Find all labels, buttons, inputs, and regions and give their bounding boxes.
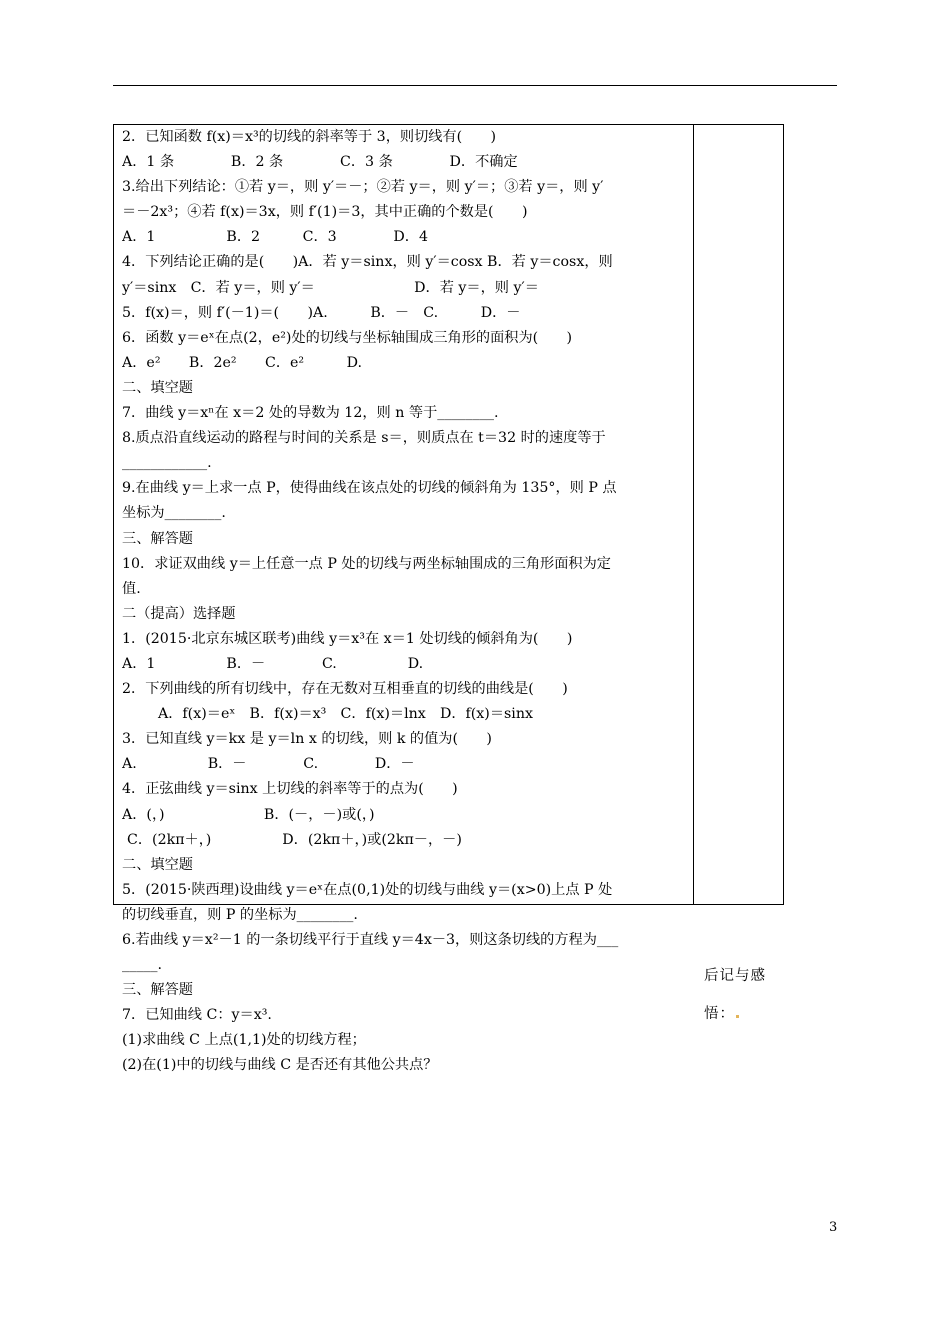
- text-line: C．(2kπ＋，) D．(2kπ＋，)或(2kπ－，－): [127, 831, 462, 848]
- exercise-lines: [122, 125, 690, 1079]
- text-line: A．f(x)＝eˣ B．f(x)＝x³ C．f(x)＝lnx D．f(x)＝sinx: [158, 706, 533, 723]
- text-line: 三、解答题: [122, 982, 193, 999]
- text-line: (2)在(1)中的切线与曲线 C 是否还有其他公共点？: [122, 1057, 438, 1074]
- text-line: ____________.: [122, 455, 212, 472]
- text-line: y′＝sinx C．若 y＝，则 y′＝ D．若 y＝，则 y′＝: [122, 279, 539, 296]
- text-line: 9.在曲线 y＝上求一点 P，使得曲线在该点处的切线的倾斜角为 135°，则 P 点: [122, 480, 617, 497]
- text-line: 2．已知函数 f(x)＝x³的切线的斜率等于 3，则切线有( ): [122, 129, 497, 145]
- text-line: 7．曲线 y＝xⁿ在 x＝2 处的导数为 12，则 n 等于________.: [122, 405, 499, 422]
- text-line: A．1 B．－ C. D.: [122, 655, 424, 672]
- text-line: 3．已知直线 y＝kx 是 y＝ln x 的切线，则 k 的值为( ): [122, 731, 492, 748]
- text-line: ＝－2x³；④若 f(x)＝3x，则 f′(1)＝3，其中正确的个数是( ): [122, 204, 528, 221]
- text-line: 8.质点沿直线运动的路程与时间的关系是 s＝，则质点在 t＝32 时的速度等于: [122, 430, 606, 447]
- text-line: A．e² B．2e² C．e² D.: [122, 354, 363, 371]
- text-line: 二、填空题: [122, 379, 193, 396]
- text-line: 2．下列曲线的所有切线中，存在无数对互相垂直的切线的曲线是( ): [122, 681, 568, 698]
- notes-heading-line1: 后记与感: [704, 968, 766, 984]
- text-line: 三、解答题: [122, 530, 193, 547]
- notes-column: [694, 125, 783, 1022]
- text-line: 5．(2015·陕西理)设曲线 y＝eˣ在点(0,1)处的切线与曲线 y＝(x>0)上点 P 处: [122, 881, 613, 898]
- worksheet-table: [113, 124, 784, 1074]
- text-line: 7．已知曲线 C：y＝x³.: [122, 1007, 272, 1024]
- text-line: 值.: [122, 580, 141, 597]
- text-line: 1．(2015·北京东城区联考)曲线 y＝x³在 x＝1 处切线的倾斜角为( ): [122, 630, 573, 647]
- page-number: 3: [829, 1220, 838, 1235]
- text-line: A．1 条 B．2 条 C．3 条 D．不确定: [122, 154, 518, 171]
- notes-heading-line2: 悟：: [704, 995, 784, 1033]
- text-line: 坐标为________.: [122, 505, 226, 522]
- notes-heading: [704, 957, 784, 1033]
- text-line: 4．下列结论正确的是( )A．若 y＝sinx，则 y′＝cosx B．若 y＝cosx，则: [122, 254, 613, 271]
- exercise-column: [114, 125, 694, 1074]
- text-line: 6.若曲线 y＝x²－1 的一条切线平行于直线 y＝4x－3，则这条切线的方程为___: [122, 932, 619, 948]
- text-line: 6．函数 y＝eˣ在点(2，e²)处的切线与坐标轴围成三角形的面积为( ): [122, 329, 573, 346]
- text-line: 4．正弦曲线 y＝sinx 上切线的斜率等于的点为( ): [122, 781, 458, 798]
- text-line: A．(，) B．(－，－)或(，): [122, 806, 375, 823]
- text-line: A. B．－ C. D．－: [122, 756, 415, 773]
- header-rule: [113, 85, 837, 86]
- text-line: (1)求曲线 C 上点(1,1)处的切线方程；: [122, 1032, 366, 1049]
- text-line: 5．f(x)＝，则 f′(－1)＝( )A. B．－ C. D．－: [122, 304, 521, 321]
- text-line: 3.给出下列结论：①若 y＝，则 y′＝－；②若 y＝，则 y′＝；③若 y＝，则 y′: [122, 179, 604, 196]
- text-line: _____.: [122, 957, 162, 974]
- mark-dot: [736, 1015, 739, 1018]
- text-line: 二、填空题: [122, 856, 193, 873]
- text-line: 10．求证双曲线 y＝上任意一点 P 处的切线与两坐标轴围成的三角形面积为定: [122, 555, 611, 572]
- text-line: A．1 B．2 C．3 D．4: [122, 229, 429, 246]
- text-line: 二（提高）选择题: [122, 605, 236, 622]
- text-line: 的切线垂直，则 P 的坐标为________.: [122, 906, 358, 923]
